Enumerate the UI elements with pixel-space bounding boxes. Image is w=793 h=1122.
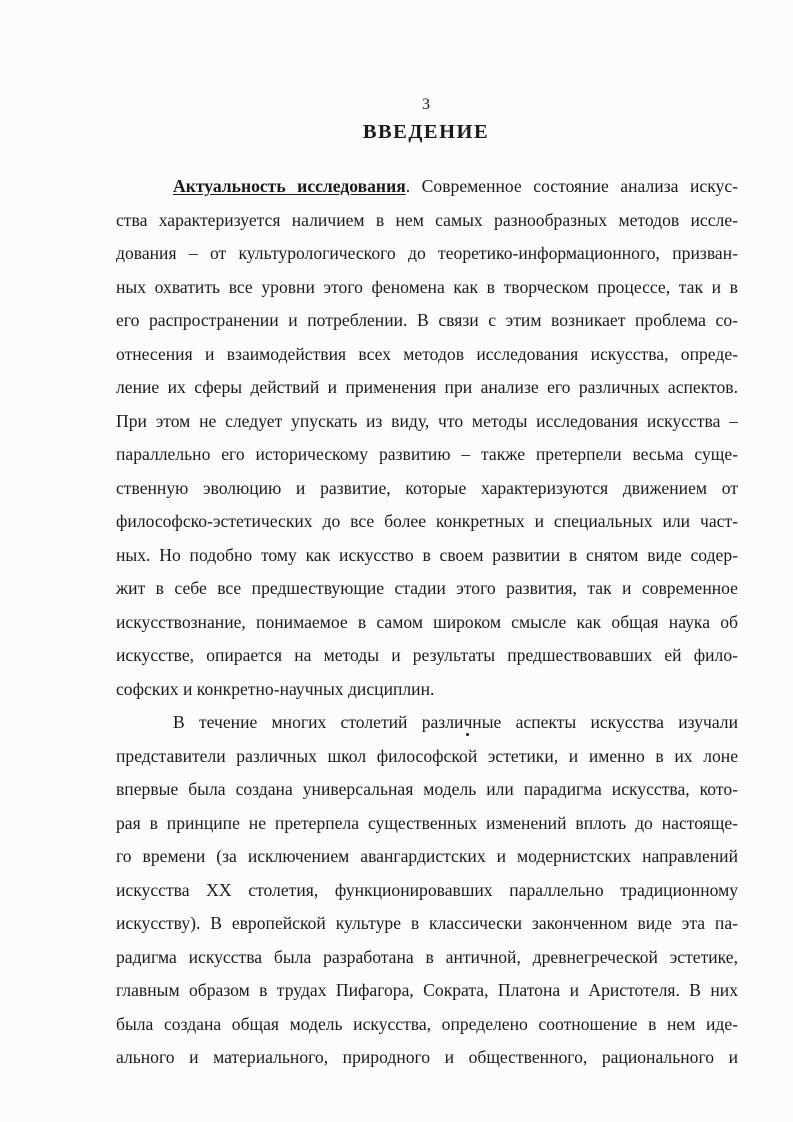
paragraph-line: главным образом в трудах Пифагора, Сократа, Платона и Аристотеля. В них [116,980,738,1000]
paragraph-line: отнесения и взаимодействия всех методов исследования искусства, опреде- [116,343,738,364]
paragraph-line: ального и материального, природного и общественного, рационального и [116,1047,738,1067]
paragraph-line: ственную эволюцию и развитие, которые характеризуются движением от [116,477,738,498]
paragraph-line: ства характеризуется наличием в нем самых разнообразных методов иссле- [116,209,738,230]
scan-speck [466,733,469,736]
paragraph-line: его распространении и потреблении. В связи с этим возникает проблема со- [116,310,738,330]
paragraph-line: философско-эстетических до все более конкретных и специальных или част- [116,511,738,531]
paragraph-line: параллельно его историческому развитию – также претерпели весьма суще- [116,444,738,464]
page-title: ВВЕДЕНИЕ [362,121,490,143]
paragraph-line: искусстве, опирается на методы и результаты предшествовавших ей фило- [116,645,738,665]
paragraph-line: искусства XX столетия, функционировавших параллельно традиционному [116,879,738,900]
paragraph-1-line-1 [116,170,738,204]
paragraph-line: В течение многих столетий различные аспекты искусства изучали [173,712,738,732]
paragraph-line: радигма искусства была разработана в античной, древнегреческой эстетике, [116,946,738,967]
paragraph-line: искусству). В европейской культуре в классически законченном виде эта па- [116,913,738,933]
paragraph-line: дования – от культурологического до теоретико-информационного, призван- [116,243,738,263]
paragraph-line: го времени (за исключением авангардистских и модернистских направлений [116,846,738,866]
paragraph-line: жит в себе все предшествующие стадии этого развития, так и современное [116,578,738,598]
paragraph-line: рая в принципе не претерпела существенных изменений вплоть до настояще- [116,812,738,833]
paragraph-line: впервые была создана универсальная модель или парадигма искусства, кото- [116,779,738,799]
page-number: 3 [422,96,430,113]
paragraph-line: была создана общая модель искусства, определено соотношение в нем иде- [116,1013,738,1034]
relevance-heading-term: Актуальность исследования [173,176,406,196]
paragraph-line: ных охватить все уровни этого феномена как в творческом процессе, так и в [116,276,738,297]
paragraph-1-line-1-text: . Современное состояние анализа искус- [405,176,738,196]
paragraph-line: ных. Но подобно тому как искусство в своем развитии в снятом виде содер- [116,544,738,565]
paragraph-line: софских и конкретно-научных дисциплин. [116,678,435,699]
paragraph-line: искусствознание, понимаемое в самом широком смысле как общая наука об [116,611,738,632]
paragraph-line: При этом не следует упускать из виду, что методы исследования искусства – [116,410,738,431]
paragraph-line: ление их сферы действий и применения при анализе его различных аспектов. [116,377,738,397]
document-body [116,170,738,1075]
paragraph-line: представители различных школ философской эстетики, и именно в их лоне [116,745,738,766]
